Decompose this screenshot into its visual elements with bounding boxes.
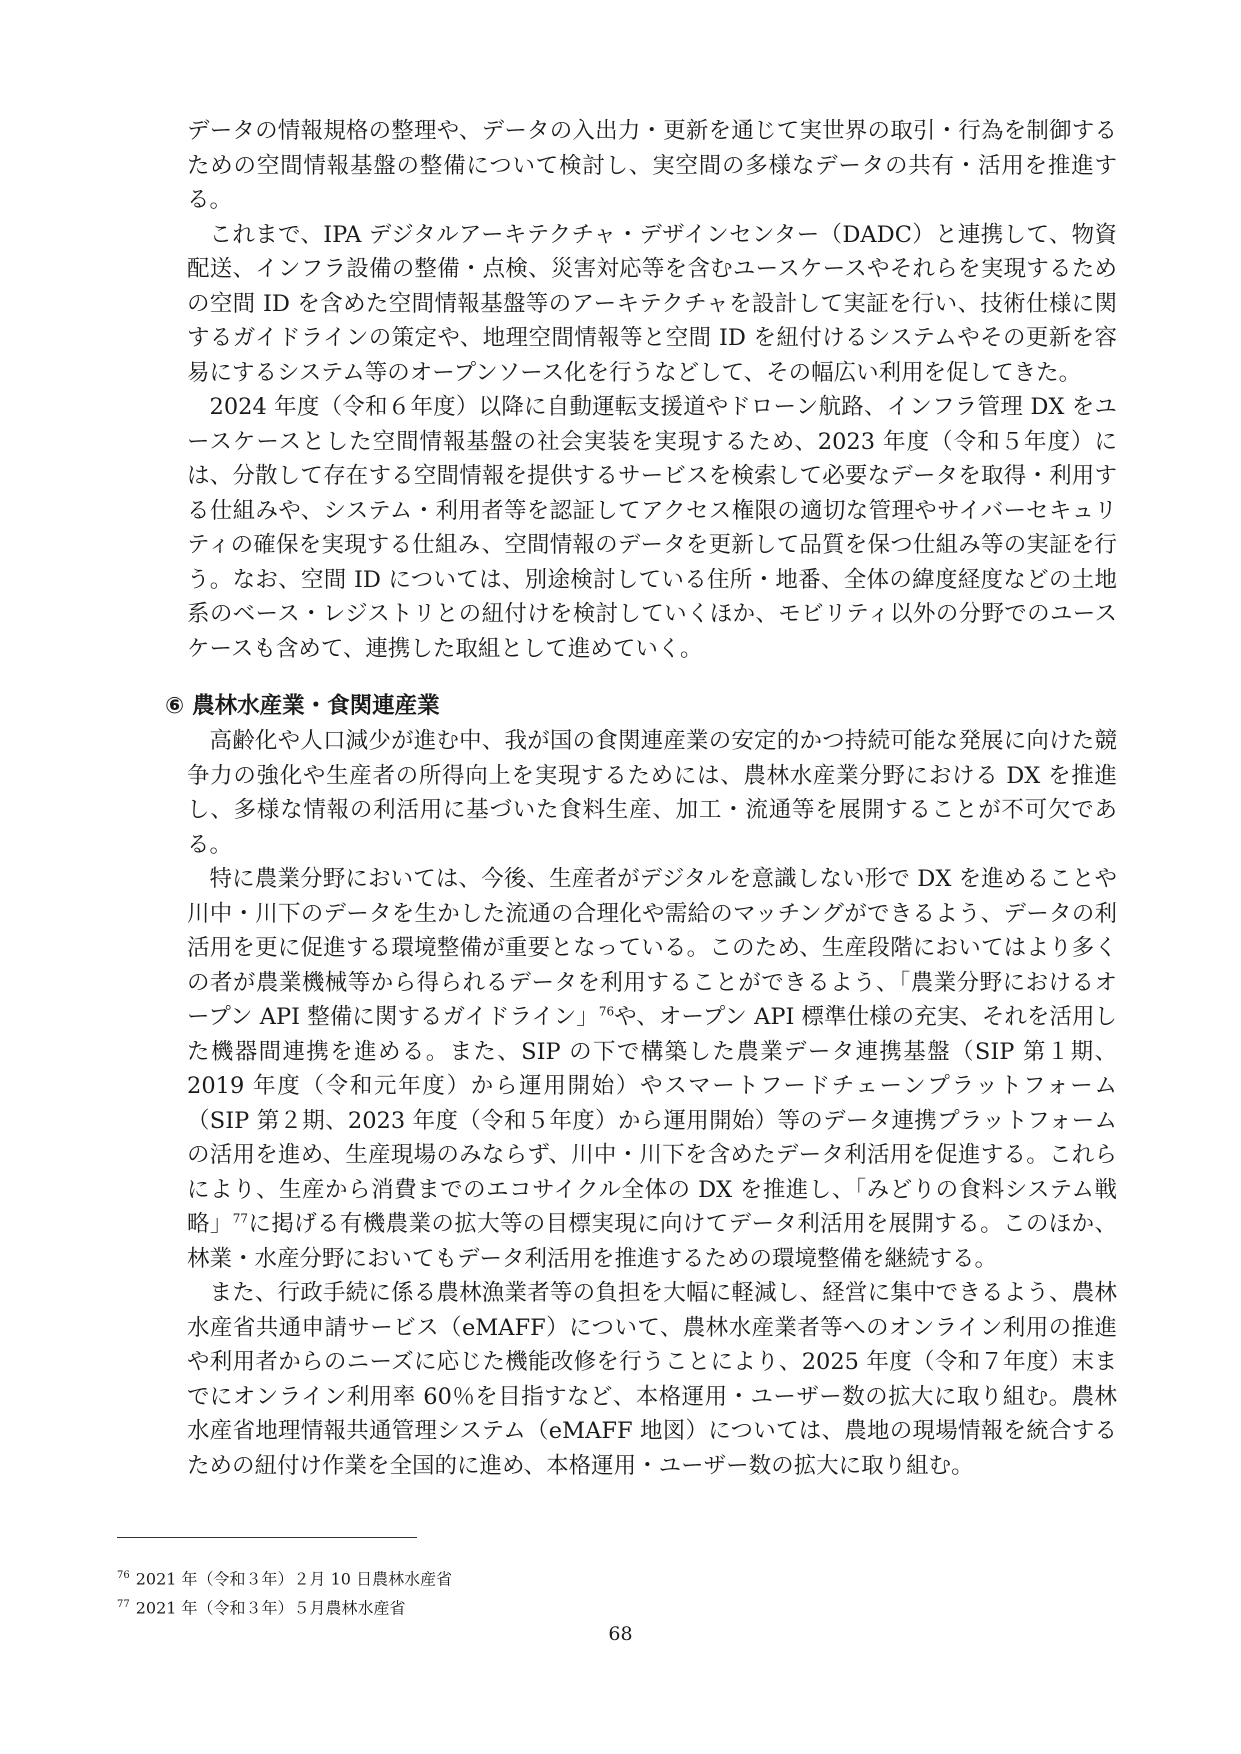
body-paragraph: また、行政手続に係る農林漁業者等の負担を大幅に軽減し、経営に集中できるよう、農林水産省共通申請サービス（eMAFF）について、農林水産業者等へのオンライン利用の推進や利用者からのニーズに応じた機能改修を行うことにより、2025 年度（令和７年度）末までにオンライン利用率 60％を目指すなど、本格運用・ユーザー数の拡大に取り組む。農林水産省地理情報共通管理システム（eMAFF 地図）については、農地の現場情報を統合するための紐付け作業を全国的に進め、本格運用・ユーザー数の拡大に取り組む。 [187,1280,1117,1479]
paragraph-text: に掲げる有機農業の拡大等の目標実現に向けてデータ利活用を展開する。このほか、林業・水産分野においてもデータ利活用を推進するための環境整備を継続する。 [187,1211,1117,1272]
footnote-number: 77 [117,1599,130,1611]
footnotes [117,1563,1017,1622]
footnote-reference[interactable]: 76 [598,1004,615,1019]
page-number: 68 [608,1623,633,1645]
footnote-reference[interactable]: 77 [232,1211,249,1226]
section-number: ⑥ [165,693,185,719]
body-paragraph: これまで、IPA デジタルアーキテクチャ・デザインセンター（DADC）と連携して、物資配送、インフラ設備の整備・点検、災害対応等を含むユースケースやそれらを実現するための空間 ID を含めた空間情報基盤等のアーキテクチャを設計して実証を行い、技術仕様に関するガイドラインの策定や、地理空間情報等と空間 ID を紐付けるシステムやその更新を容易にするシステム等のオープンソース化を行うなどして、その幅広い利用を促してきた。 [187,221,1117,386]
section-title: 農林水産業・食関連産業 [192,693,440,719]
body-paragraph: データの情報規格の整理や、データの入出力・更新を通じて実世界の取引・行為を制御するための空間情報基盤の整備について検討し、実空間の多様なデータの共有・活用を推進する。 [187,118,1117,213]
section-heading [165,688,1117,724]
body-paragraph [187,862,1117,1276]
footnote-text: 2021 年（令和３年）５月農林水産省 [135,1598,406,1618]
page-body [165,114,1117,1483]
footnote-text: 2021 年（令和３年）２月 10 日農林水産省 [135,1569,453,1589]
paragraph-text: や、オープン API 標準仕様の充実、それを活用した機器間連携を進める。また、SIP の下で構築した農業データ連携基盤（SIP 第１期、2019 年度（令和元年度）から運用開始）やスマートフードチェーンプラットフォーム（SIP 第２期、2023 年度（令和５年度）から運用開始）等のデータ連携プラットフォームの活用を進め、生産現場のみならず、川中・川下を含めたデータ利活用を促進する。これらにより、生産から消費までのエコサイクル全体の DX を推進し、「みどりの食料システム戦略」 [187,1004,1117,1237]
body-paragraph: 2024 年度（令和６年度）以降に自動運転支援道やドローン航路、インフラ管理 DX をユースケースとした空間情報基盤の社会実装を実現するため、2023 年度（令和５年度）には、分散して存在する空間情報を提供するサービスを検索して必要なデータを取得・利用する仕組みや、システム・利用者等を認証してアクセス権限の適切な管理やサイバーセキュリティの確保を実現する仕組み、空間情報のデータを更新して品質を保つ仕組み等の実証を行う。なお、空間 ID については、別途検討している住所・地番、全体の緯度経度などの土地系のベース・レジストリとの紐付けを検討していくほか、モビリティ以外の分野でのユースケースも含めて、連携した取組として進めていく。 [187,394,1117,662]
footnote-number: 76 [117,1570,130,1581]
footnote [117,1563,1017,1592]
footnote-separator [117,1537,417,1538]
body-paragraph: 高齢化や人口減少が進む中、我が国の食関連産業の安定的かつ持続可能な発展に向けた競争力の強化や生産者の所得向上を実現するためには、農林水産業分野における DX を推進し、多様な情報の利活用に基づいた食料生産、加工・流通等を展開することが不可欠である。 [187,728,1117,858]
paragraph-text: 特に農業分野においては、今後、生産者がデジタルを意識しない形で DX を進めることや川中・川下のデータを生かした流通の合理化や需給のマッチングができるよう、データの利活用を更に促進する環境整備が重要となっている。このため、生産段階においてはより多くの者が農業機械等から得られるデータを利用することができるよう、「農業分野におけるオープン API 整備に関するガイドライン」 [187,866,1117,1030]
footnote [117,1592,1017,1621]
